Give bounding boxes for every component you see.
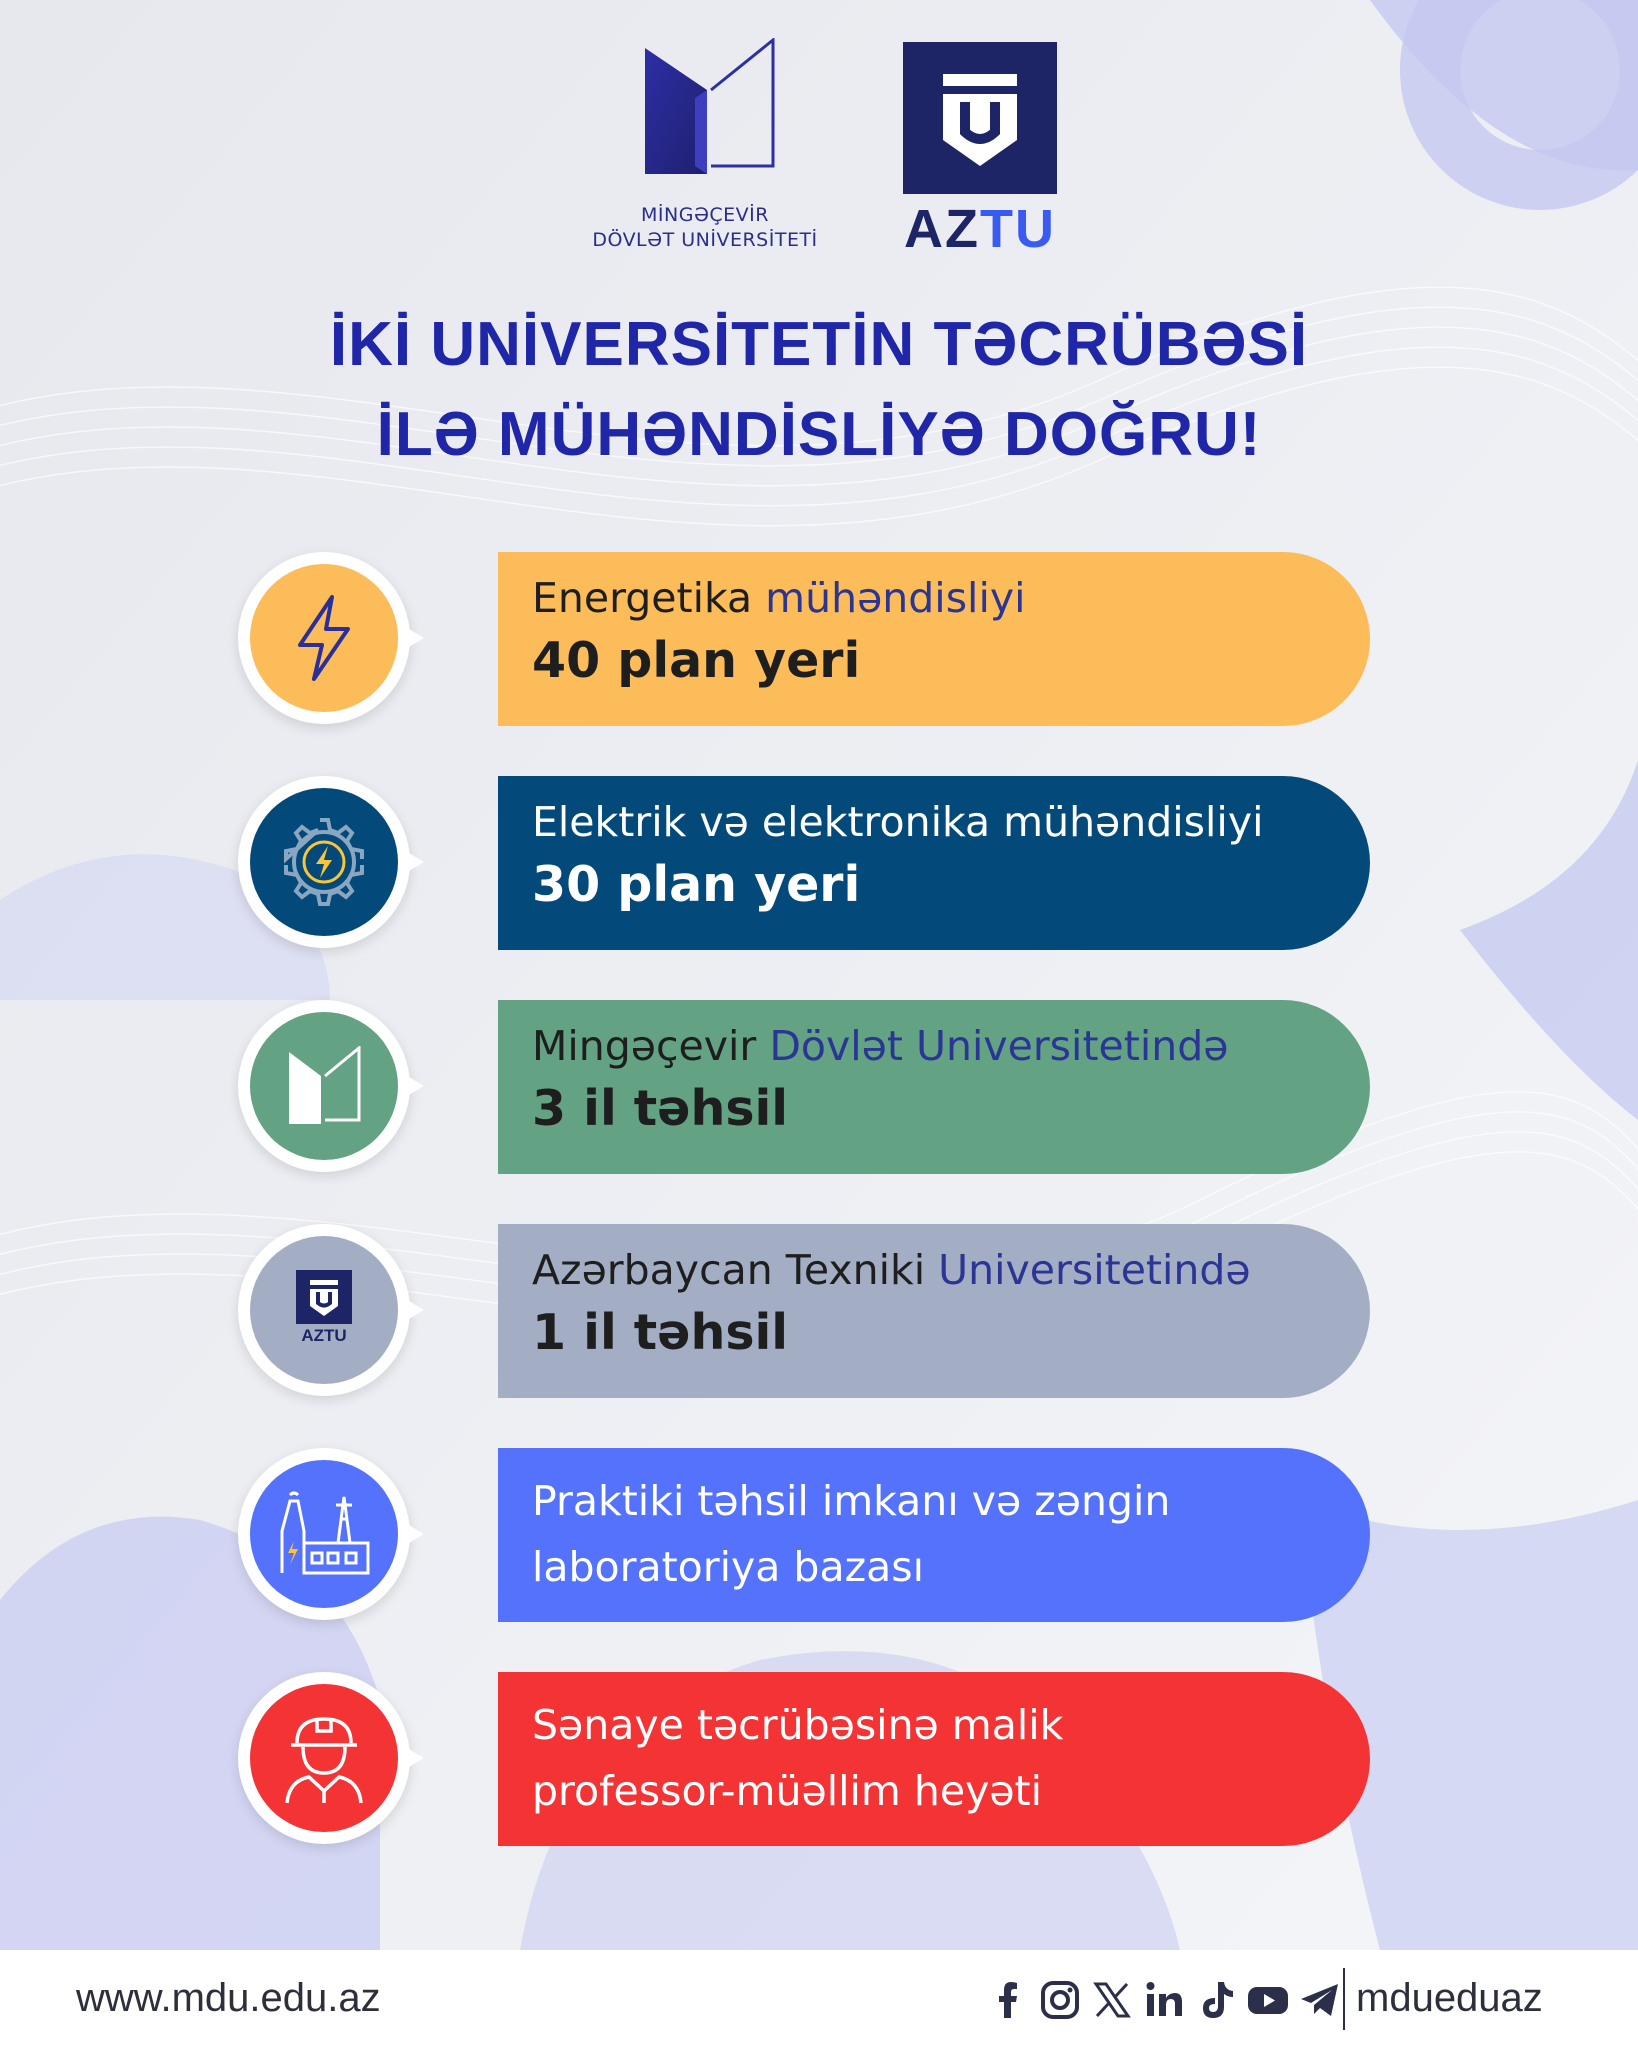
- program-name: Energetika: [532, 574, 766, 622]
- feature-text-line2: laboratoriya bazası: [532, 1543, 924, 1591]
- feature-text-line2: professor-müəllim heyəti: [532, 1767, 1043, 1815]
- study-duration: 3 il təhsil: [532, 1080, 789, 1137]
- study-duration: 1 il təhsil: [532, 1304, 789, 1361]
- program-name-highlight: mühəndisliyi: [765, 574, 1026, 622]
- x-icon[interactable]: [1090, 1978, 1134, 2022]
- university-name-highlight: Dövlət Universitetində: [769, 1022, 1229, 1070]
- feature-text-line1: Sənaye təcrübəsinə malik: [532, 1701, 1064, 1749]
- aztu-logo: [903, 42, 1057, 257]
- university-name: Mingəçevir: [532, 1022, 770, 1070]
- info-pill: [498, 1224, 1370, 1398]
- list-item-practical: [0, 1448, 1638, 1624]
- lightning-bolt-icon: [284, 593, 364, 683]
- instagram-icon[interactable]: [1038, 1978, 1082, 2022]
- page-title-line2: İLƏ MÜHƏNDİSLİYƏ DOĞRU!: [376, 400, 1262, 469]
- header-logos: [0, 0, 1638, 270]
- list-item-mdu: [0, 1000, 1638, 1176]
- tiktok-icon[interactable]: [1194, 1978, 1238, 2022]
- page-title-line1: İKİ UNİVERSİTETİN TƏCRÜBƏSİ: [329, 310, 1309, 379]
- list-item-electric: [0, 776, 1638, 952]
- page-title: [0, 300, 1638, 480]
- gear-bolt-icon: [274, 812, 374, 912]
- icon-bubble: [238, 1672, 428, 1848]
- engineer-helmet-icon: [279, 1711, 369, 1805]
- aztu-text-az: AZ: [904, 199, 980, 259]
- mdu-logo: [570, 38, 840, 268]
- info-pill: [498, 1672, 1370, 1846]
- mdu-name-line1: MİNGƏÇEVİR: [641, 204, 769, 226]
- info-pill: [498, 1000, 1370, 1174]
- university-name-highlight: Universitetində: [938, 1246, 1251, 1294]
- linkedin-icon[interactable]: [1142, 1978, 1186, 2022]
- icon-bubble: [238, 776, 428, 952]
- info-pill: [498, 1448, 1370, 1622]
- university-name: Azərbaycan Texniki: [532, 1246, 939, 1294]
- aztu-shield-logo-icon: [903, 42, 1057, 194]
- telegram-icon[interactable]: [1298, 1978, 1342, 2022]
- aztu-text-tu: TU: [980, 199, 1056, 259]
- mdu-name-line2: DÖVLƏT UNİVERSİTETİ: [592, 229, 818, 251]
- icon-bubble: [238, 1448, 428, 1624]
- list-item-energy: [0, 552, 1638, 728]
- facebook-icon[interactable]: [986, 1978, 1030, 2022]
- plan-places: 30 plan yeri: [532, 856, 861, 913]
- icon-bubble: [238, 1000, 428, 1176]
- info-pill: [498, 552, 1370, 726]
- footer: [0, 1950, 1638, 2048]
- list-item-aztu: [0, 1224, 1638, 1400]
- list-item-industry: [0, 1672, 1638, 1848]
- social-handle[interactable]: mdueduaz: [1356, 1976, 1543, 2020]
- footer-divider: [1343, 1968, 1345, 2030]
- power-plant-icon: [276, 1491, 372, 1577]
- info-pill: [498, 776, 1370, 950]
- icon-bubble: [238, 1224, 428, 1400]
- program-name: Elektrik və elektronika mühəndisliyi: [532, 798, 1264, 846]
- aztu-logo-icon: [294, 1270, 354, 1350]
- website-link[interactable]: www.mdu.edu.az: [76, 1976, 381, 2020]
- youtube-icon[interactable]: [1246, 1978, 1290, 2022]
- plan-places: 40 plan yeri: [532, 632, 861, 689]
- icon-bubble: [238, 552, 428, 728]
- social-icons: [986, 1978, 1350, 2022]
- aztu-icon-label: AZTU: [301, 1326, 347, 1345]
- mdu-open-book-logo-icon: [645, 38, 775, 178]
- feature-text-line1: Praktiki təhsil imkanı və zəngin: [532, 1477, 1171, 1525]
- mdu-logo-icon: [287, 1046, 361, 1126]
